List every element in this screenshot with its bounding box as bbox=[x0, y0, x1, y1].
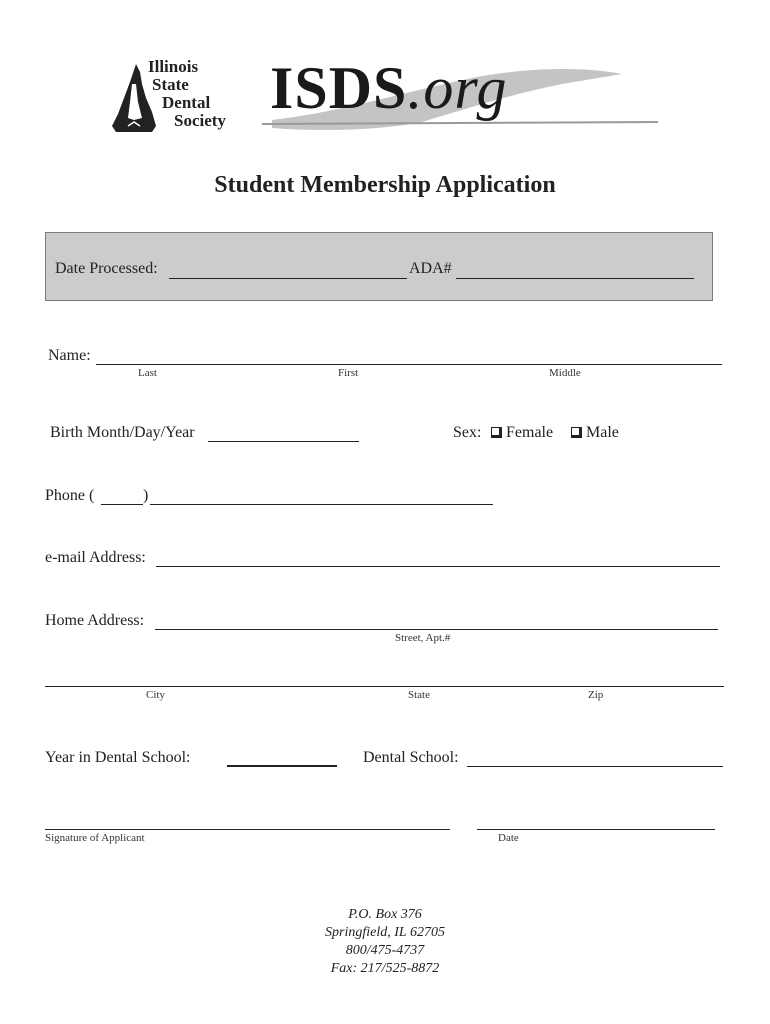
city-caption: City bbox=[146, 689, 165, 701]
phone-number-field[interactable] bbox=[150, 504, 493, 505]
name-last-caption: Last bbox=[138, 367, 157, 379]
dental-school-field[interactable] bbox=[467, 766, 723, 767]
birth-date-field[interactable] bbox=[208, 441, 359, 442]
name-first-caption: First bbox=[338, 367, 359, 379]
phone-number: 800/475-4737 bbox=[345, 943, 425, 958]
name-label: Name: bbox=[48, 347, 91, 364]
form-title: Student Membership Application bbox=[214, 172, 556, 198]
male-checkbox[interactable] bbox=[571, 427, 582, 438]
society-name-line-4: Society bbox=[174, 111, 226, 130]
signature-date-field[interactable] bbox=[477, 829, 715, 830]
society-name-line-1: Illinois bbox=[148, 57, 199, 76]
street-field[interactable] bbox=[155, 629, 718, 630]
street-caption: Street, Apt.# bbox=[395, 632, 451, 644]
signature-caption: Signature of Applicant bbox=[45, 832, 145, 844]
dental-school-label: Dental School: bbox=[363, 749, 459, 766]
ada-number-field[interactable] bbox=[456, 278, 694, 279]
po-box: P.O. Box 376 bbox=[348, 907, 422, 922]
isds-wordmark-main: ISDS bbox=[270, 55, 408, 121]
society-name-line-3: Dental bbox=[162, 93, 211, 112]
isds-wordmark-ext: .org bbox=[407, 55, 508, 121]
city-state-zip: Springfield, IL 62705 bbox=[325, 925, 445, 940]
mailing-address bbox=[0, 906, 770, 978]
ada-number-label: ADA# bbox=[409, 260, 452, 277]
society-logo bbox=[112, 58, 252, 138]
city-state-zip-field[interactable] bbox=[45, 686, 724, 687]
female-label: Female bbox=[506, 424, 554, 441]
isds-wordmark bbox=[270, 52, 508, 124]
state-caption: State bbox=[408, 689, 430, 701]
sex-label: Sex: bbox=[453, 424, 482, 441]
email-field[interactable] bbox=[156, 566, 720, 567]
name-field[interactable] bbox=[96, 364, 722, 365]
female-checkbox[interactable] bbox=[491, 427, 502, 438]
date-processed-field[interactable] bbox=[169, 278, 407, 279]
name-middle-caption: Middle bbox=[549, 367, 581, 379]
phone-area-close: ) bbox=[143, 487, 149, 504]
phone-area-code-field[interactable] bbox=[101, 504, 143, 505]
email-label: e-mail Address: bbox=[45, 549, 146, 566]
fax-number: Fax: 217/525-8872 bbox=[330, 961, 440, 976]
birth-date-label: Birth Month/Day/Year bbox=[50, 424, 195, 441]
sex-female-option[interactable] bbox=[491, 424, 553, 442]
society-name-line-2: State bbox=[152, 75, 189, 94]
sex-male-option[interactable] bbox=[571, 424, 619, 442]
year-in-school-field[interactable] bbox=[227, 765, 337, 767]
year-in-school-label: Year in Dental School: bbox=[45, 749, 191, 766]
male-label: Male bbox=[586, 424, 619, 441]
signature-date-caption: Date bbox=[498, 832, 519, 844]
date-processed-label: Date Processed: bbox=[55, 260, 158, 277]
phone-label: Phone ( bbox=[45, 487, 95, 504]
home-address-label: Home Address: bbox=[45, 612, 145, 629]
zip-caption: Zip bbox=[588, 689, 604, 701]
signature-field[interactable] bbox=[45, 829, 450, 830]
